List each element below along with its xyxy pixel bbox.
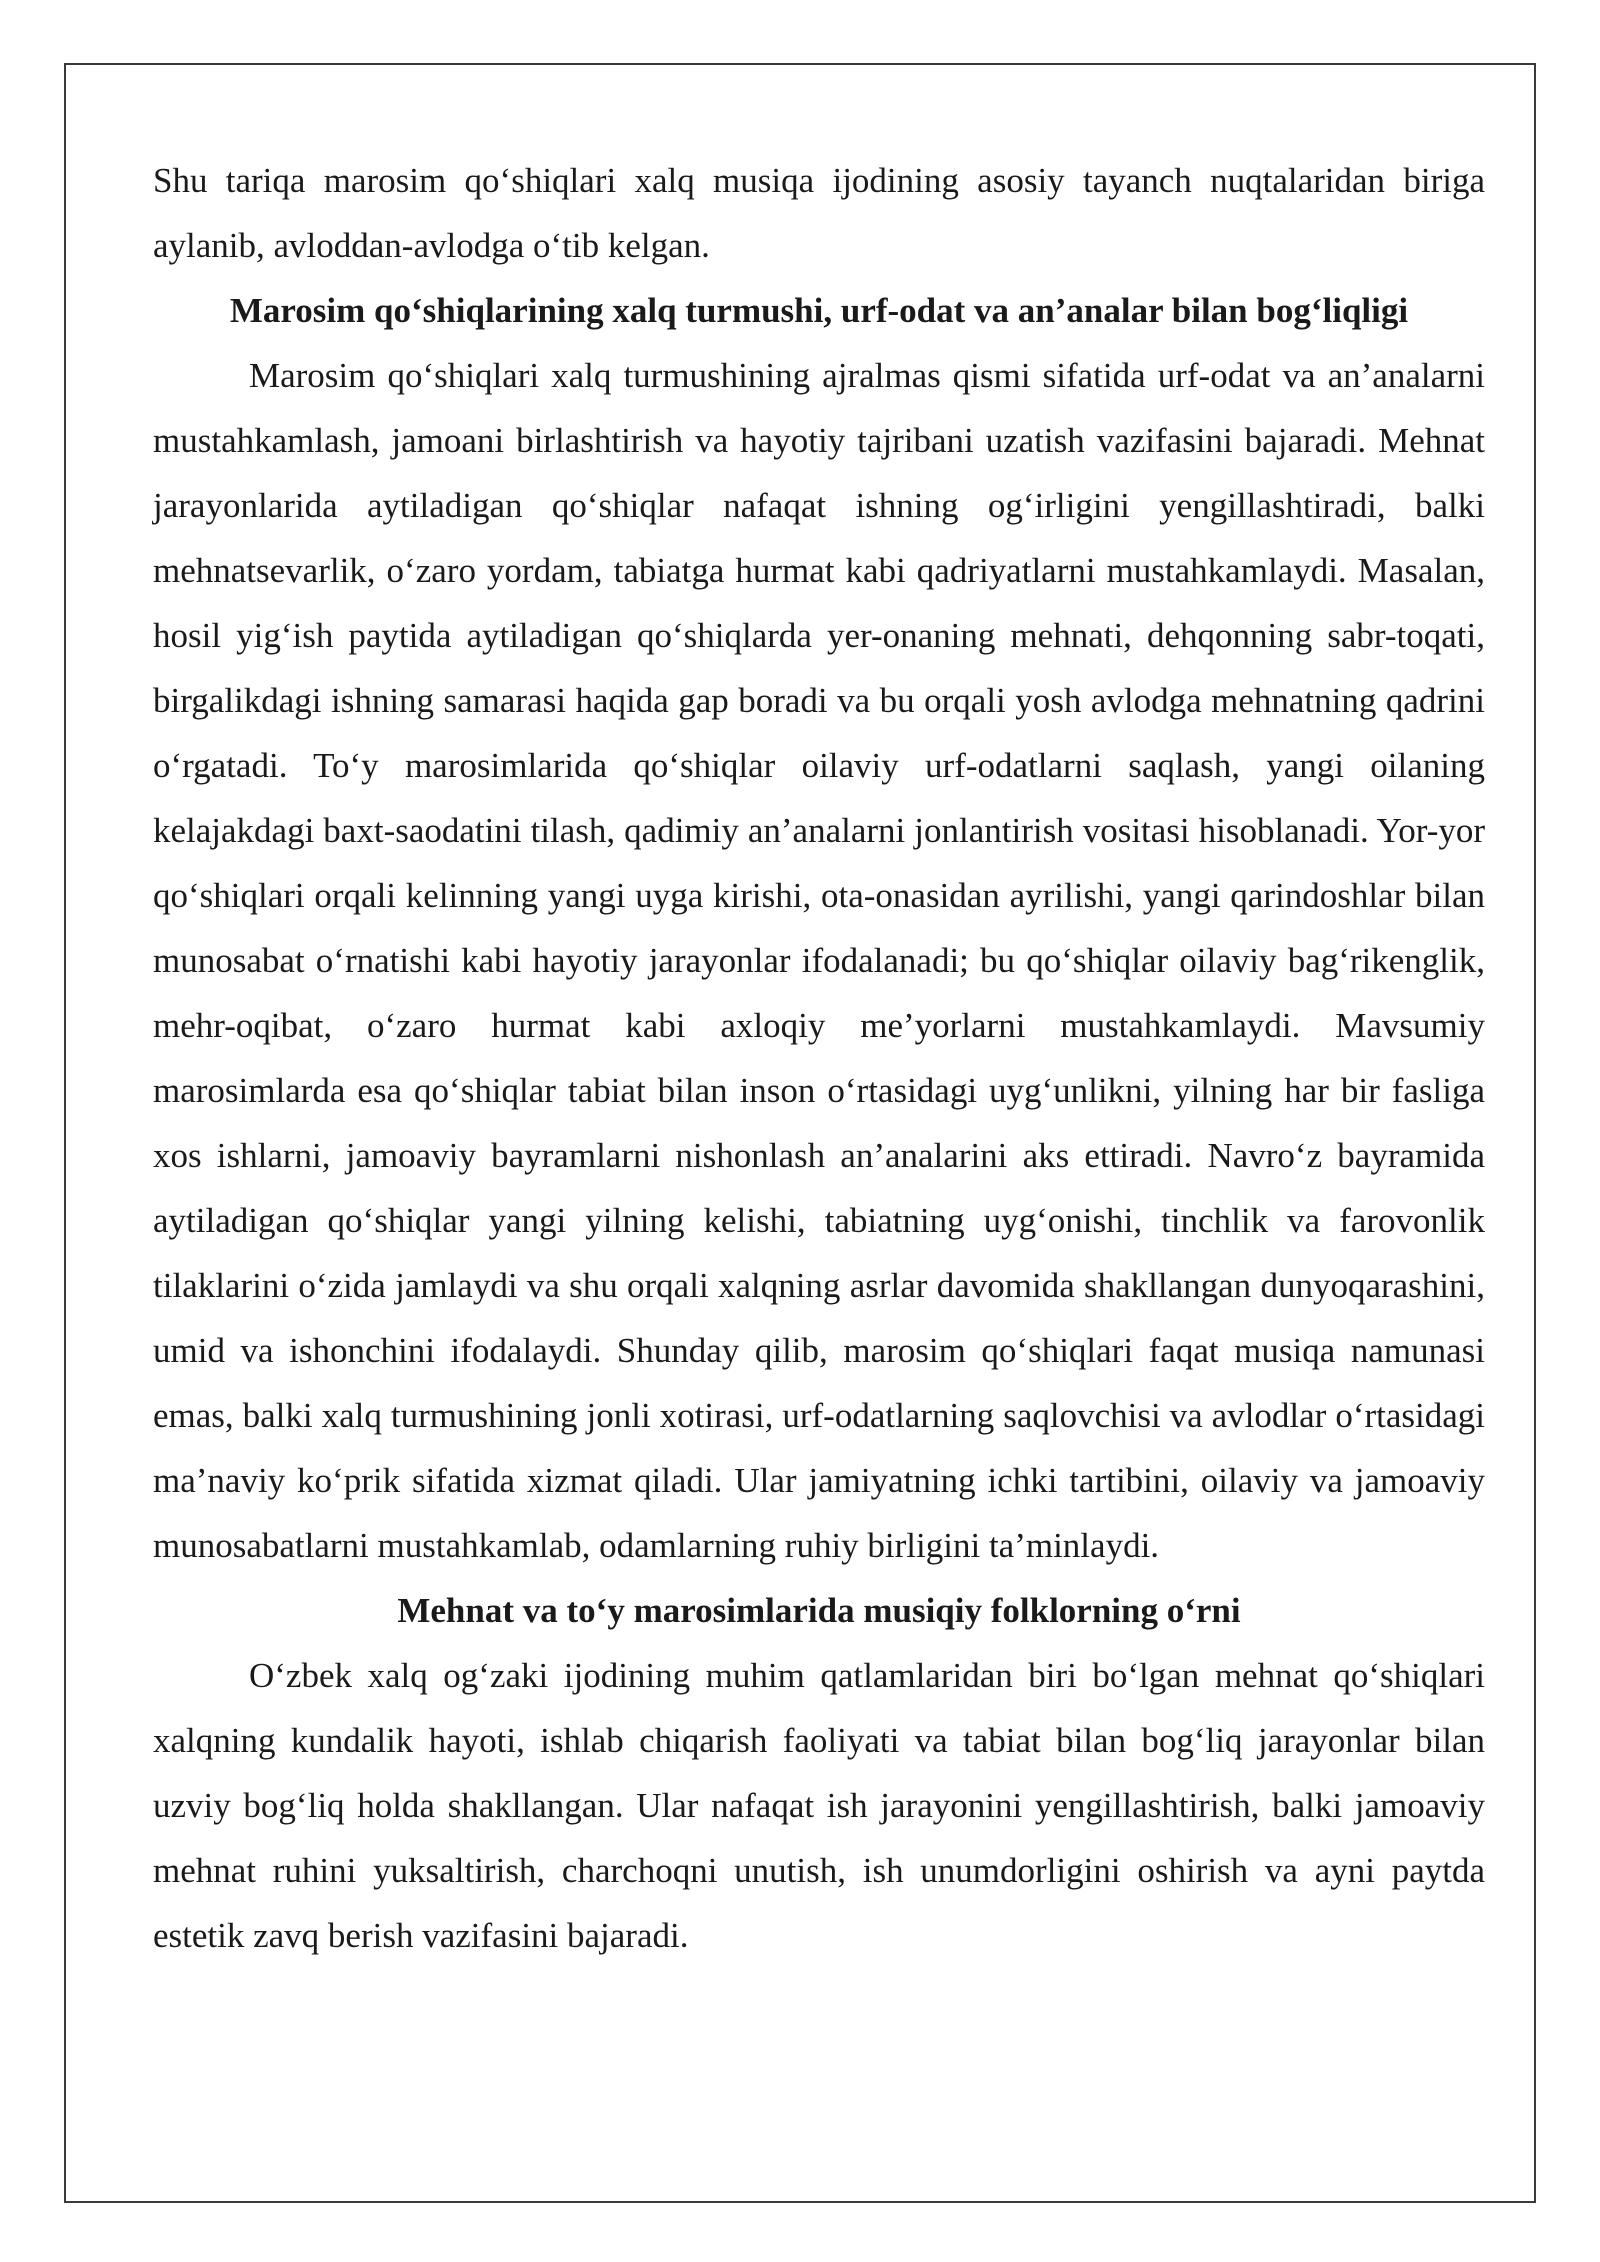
- section-heading-folklore: Mehnat va to‘y marosimlarida musiqiy folklorning o‘rni: [397, 1591, 1241, 1630]
- continuation-paragraph: Shu tariqa marosim qo‘shiqlari xalq musiqa ijodining asosiy tayanch nuqtalaridan biriga aylanib, avloddan-avlodga o‘tib kelgan.: [153, 161, 1485, 265]
- document-body: [153, 148, 1485, 1968]
- section-heading-traditions: Marosim qo‘shiqlarining xalq turmushi, urf-odat va an’analar bilan bog‘liqligi: [229, 291, 1409, 330]
- section-paragraph-traditions: Marosim qo‘shiqlari xalq turmushining ajralmas qismi sifatida urf-odat va an’analarni mustahkamlash, jamoani birlashtirish va hayotiy tajribani uzatish vazifasini bajaradi. Mehnat jarayonlarida aytiladigan qo‘shiqlar nafaqat ishning og‘irligini yengillashtiradi, balki mehnatsevarlik, o‘zaro yordam, tabiatga hurmat kabi qadriyatlarni mustahkamlaydi. Masalan, hosil yig‘ish paytida aytiladigan qo‘shiqlarda yer-onaning mehnati, dehqonning sabr-toqati, birgalikdagi ishning samarasi haqida gap boradi va bu orqali yosh avlodga mehnatning qadrini o‘rgatadi. To‘y marosimlarida qo‘shiqlar oilaviy urf-odatlarni saqlash, yangi oilaning kelajakdagi baxt-saodatini tilash, qadimiy an’analarni jonlantirish vositasi hisoblanadi. Yor-yor qo‘shiqlari orqali kelinning yangi uyga kirishi, ota-onasidan ayrilishi, yangi qarindoshlar bilan munosabat o‘rnatishi kabi hayotiy jarayonlar ifodalanadi; bu qo‘shiqlar oilaviy bag‘rikenglik, mehr-oqibat, o‘zaro hurmat kabi axloqiy me’yorlarni mustahkamlaydi. Mavsumiy marosimlarda esa qo‘shiqlar tabiat bilan inson o‘rtasidagi uyg‘unlikni, yilning har bir fasliga xos ishlarni, jamoaviy bayramlarni nishonlash an’analarini aks ettiradi. Navro‘z bayramida aytiladigan qo‘shiqlar yangi yilning kelishi, tabiatning uyg‘onishi, tinchlik va farovonlik tilaklarini o‘zida jamlaydi va shu orqali xalqning asrlar davomida shakllangan dunyoqarashini, umid va ishonchini ifodalaydi. Shunday qilib, marosim qo‘shiqlari faqat musiqa namunasi emas, balki xalq turmushining jonli xotirasi, urf-odatlarning saqlovchisi va avlodlar o‘rtasidagi ma’naviy ko‘prik sifatida xizmat qiladi. Ular jamiyatning ichki tartibini, oilaviy va jamoaviy munosabatlarni mustahkamlab, odamlarning ruhiy birligini ta’minlaydi.: [153, 356, 1485, 1565]
- section-paragraph-folklore: O‘zbek xalq og‘zaki ijodining muhim qatlamlaridan biri bo‘lgan mehnat qo‘shiqlari xalqning kundalik hayoti, ishlab chiqarish faoliyati va tabiat bilan bog‘liq jarayonlar bilan uzviy bog‘liq holda shakllangan. Ular nafaqat ish jarayonini yengillashtirish, balki jamoaviy mehnat ruhini yuksaltirish, charchoqni unutish, ish unumdorligini oshirish va ayni paytda estetik zavq berish vazifasini bajaradi.: [153, 1656, 1485, 1955]
